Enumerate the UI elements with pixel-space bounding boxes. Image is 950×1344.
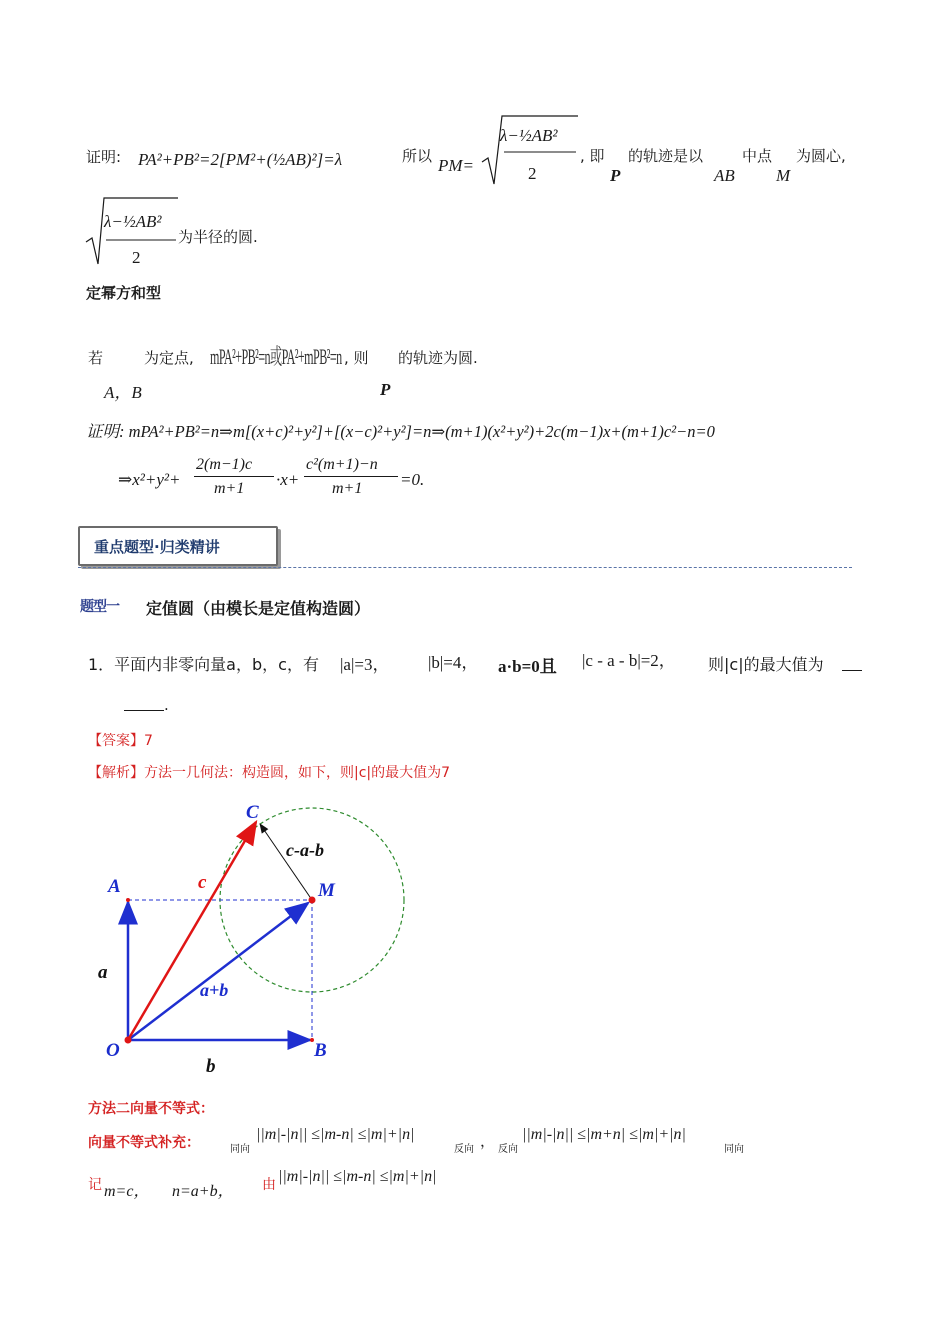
q1-abs-b: |b|=4， — [428, 653, 479, 672]
answer-text: 【答案】7 — [88, 733, 153, 749]
proof-label: 证明: — [86, 148, 122, 166]
frac1-denominator: m+1 — [214, 480, 245, 497]
sqrt-denominator: 2 — [528, 164, 537, 183]
sqrt-numerator: λ−½AB² — [500, 126, 558, 145]
answer-blank-1 — [842, 670, 862, 671]
label-vector-b: b — [206, 1056, 216, 1077]
q1-ze: 则|c|的最大值为 — [708, 655, 824, 674]
ineq-2: ||m|-|n|| ≤|m+n| ≤|m|+|n| — [522, 1126, 686, 1143]
tongxiang-2: 同向 — [724, 1144, 744, 1155]
trace-text: 的轨迹是以 — [628, 147, 704, 165]
proof2-line1: 证明: mPA²+PB²=n⇒m[(x+c)²+y²]+[(x−c)²+y²]=n⇒(m+1)(x²+y²)+2c(m−1)x+(m+1)c²−n=0 — [86, 422, 715, 441]
dingdian-text: 为定点, — [144, 349, 194, 367]
frac1-line — [194, 476, 274, 477]
you-label: 由 — [262, 1177, 276, 1193]
ji-mc: m=c， — [104, 1183, 150, 1200]
point-p: P — [610, 166, 621, 185]
banner-title: 重点题型·归类精讲 — [94, 538, 220, 556]
q1-end: . — [164, 696, 169, 714]
proof2-prefix: ⇒x²+y²+ — [118, 470, 181, 489]
q1-dot: a·b=0且 — [498, 657, 557, 676]
radius-numerator: λ−½AB² — [104, 212, 162, 231]
analysis-text: 【解析】方法一几何法：构造圆，如下，则|c|的最大值为7 — [88, 765, 451, 781]
label-a-point: A — [108, 876, 121, 897]
vector-c — [128, 822, 256, 1040]
method2-title: 方法二向量不等式： — [88, 1101, 214, 1117]
ze-text: , 则 — [344, 349, 369, 367]
label-vector-apb: a+b — [200, 980, 229, 1000]
center-text: 为圆心, — [796, 147, 846, 165]
radius-denominator: 2 — [132, 248, 141, 267]
point-a-dot — [126, 898, 130, 902]
label-o-point: O — [106, 1040, 120, 1061]
tongxiang-1: 同向 — [230, 1144, 250, 1155]
frac2-denominator: m+1 — [332, 480, 363, 497]
vector-figure — [90, 800, 430, 1090]
vector-c-a-b — [260, 824, 312, 900]
tixing-badge: 题型一 — [80, 599, 119, 615]
q1-text: 1．平面内非零向量a，b，c，有 — [88, 655, 319, 674]
ji-text: , 即 — [580, 147, 605, 165]
ruo-text: 若 — [88, 349, 104, 367]
point-o-dot — [125, 1037, 132, 1044]
fanxiang-2: 反向 — [498, 1144, 518, 1155]
ji-label: 记 — [88, 1177, 102, 1193]
garbled-formula: mPA²+PB²=n或PA²+mPB²=n — [210, 344, 342, 369]
proof2-tail: =0. — [400, 470, 425, 489]
ji-ineq: ||m|-|n|| ≤|m-n| ≤|m|+|n| — [278, 1168, 437, 1185]
pm-eq: PM= — [438, 156, 475, 175]
segment-ab: AB — [714, 166, 735, 185]
points-ab: A，B — [104, 383, 142, 402]
section-power-title: 定幂方和型 — [86, 284, 162, 302]
ineq-1: ||m|-|n|| ≤|m-n| ≤|m|+|n| — [256, 1126, 415, 1143]
proof2-mid: ·x+ — [276, 470, 300, 489]
q1-abs-cab: |c - a - b|=2， — [582, 651, 676, 670]
supp-comma: ， — [480, 1132, 496, 1150]
vector-a-plus-b — [128, 903, 308, 1040]
tixing-title: 定值圆（由模长是定值构造圆） — [146, 599, 371, 618]
frac2-line — [304, 476, 398, 477]
point-m-dot — [309, 897, 316, 904]
section-banner — [78, 526, 278, 566]
frac1-numerator: 2(m−1)c — [196, 456, 253, 473]
point-p-2: P — [380, 380, 391, 399]
label-m-point: M — [318, 880, 335, 901]
label-vector-c: c — [198, 872, 207, 893]
supplement-label: 向量不等式补充： — [88, 1135, 200, 1151]
label-b-point: B — [314, 1040, 327, 1061]
radius-text: 为半径的圆. — [178, 228, 258, 246]
circle-text: 的轨迹为圆. — [398, 349, 478, 367]
point-m: M — [776, 166, 791, 185]
label-vector-a: a — [98, 962, 108, 983]
ji-nab: n=a+b， — [172, 1183, 234, 1200]
frac2-numerator: c²(m+1)−n — [306, 456, 378, 473]
suoyi-text: 所以 — [402, 147, 433, 165]
dashed-divider — [78, 567, 852, 568]
label-vector-cab: c-a-b — [286, 840, 324, 860]
fanxiang-1: 反向 — [454, 1144, 474, 1155]
proof1-formula: PA²+PB²=2[PM²+(½AB)²]=λ — [138, 150, 343, 169]
answer-blank-2 — [124, 710, 164, 711]
q1-abs-a: |a|=3， — [340, 655, 390, 674]
mid-text: 中点 — [742, 147, 773, 165]
label-c-point: C — [246, 802, 259, 823]
